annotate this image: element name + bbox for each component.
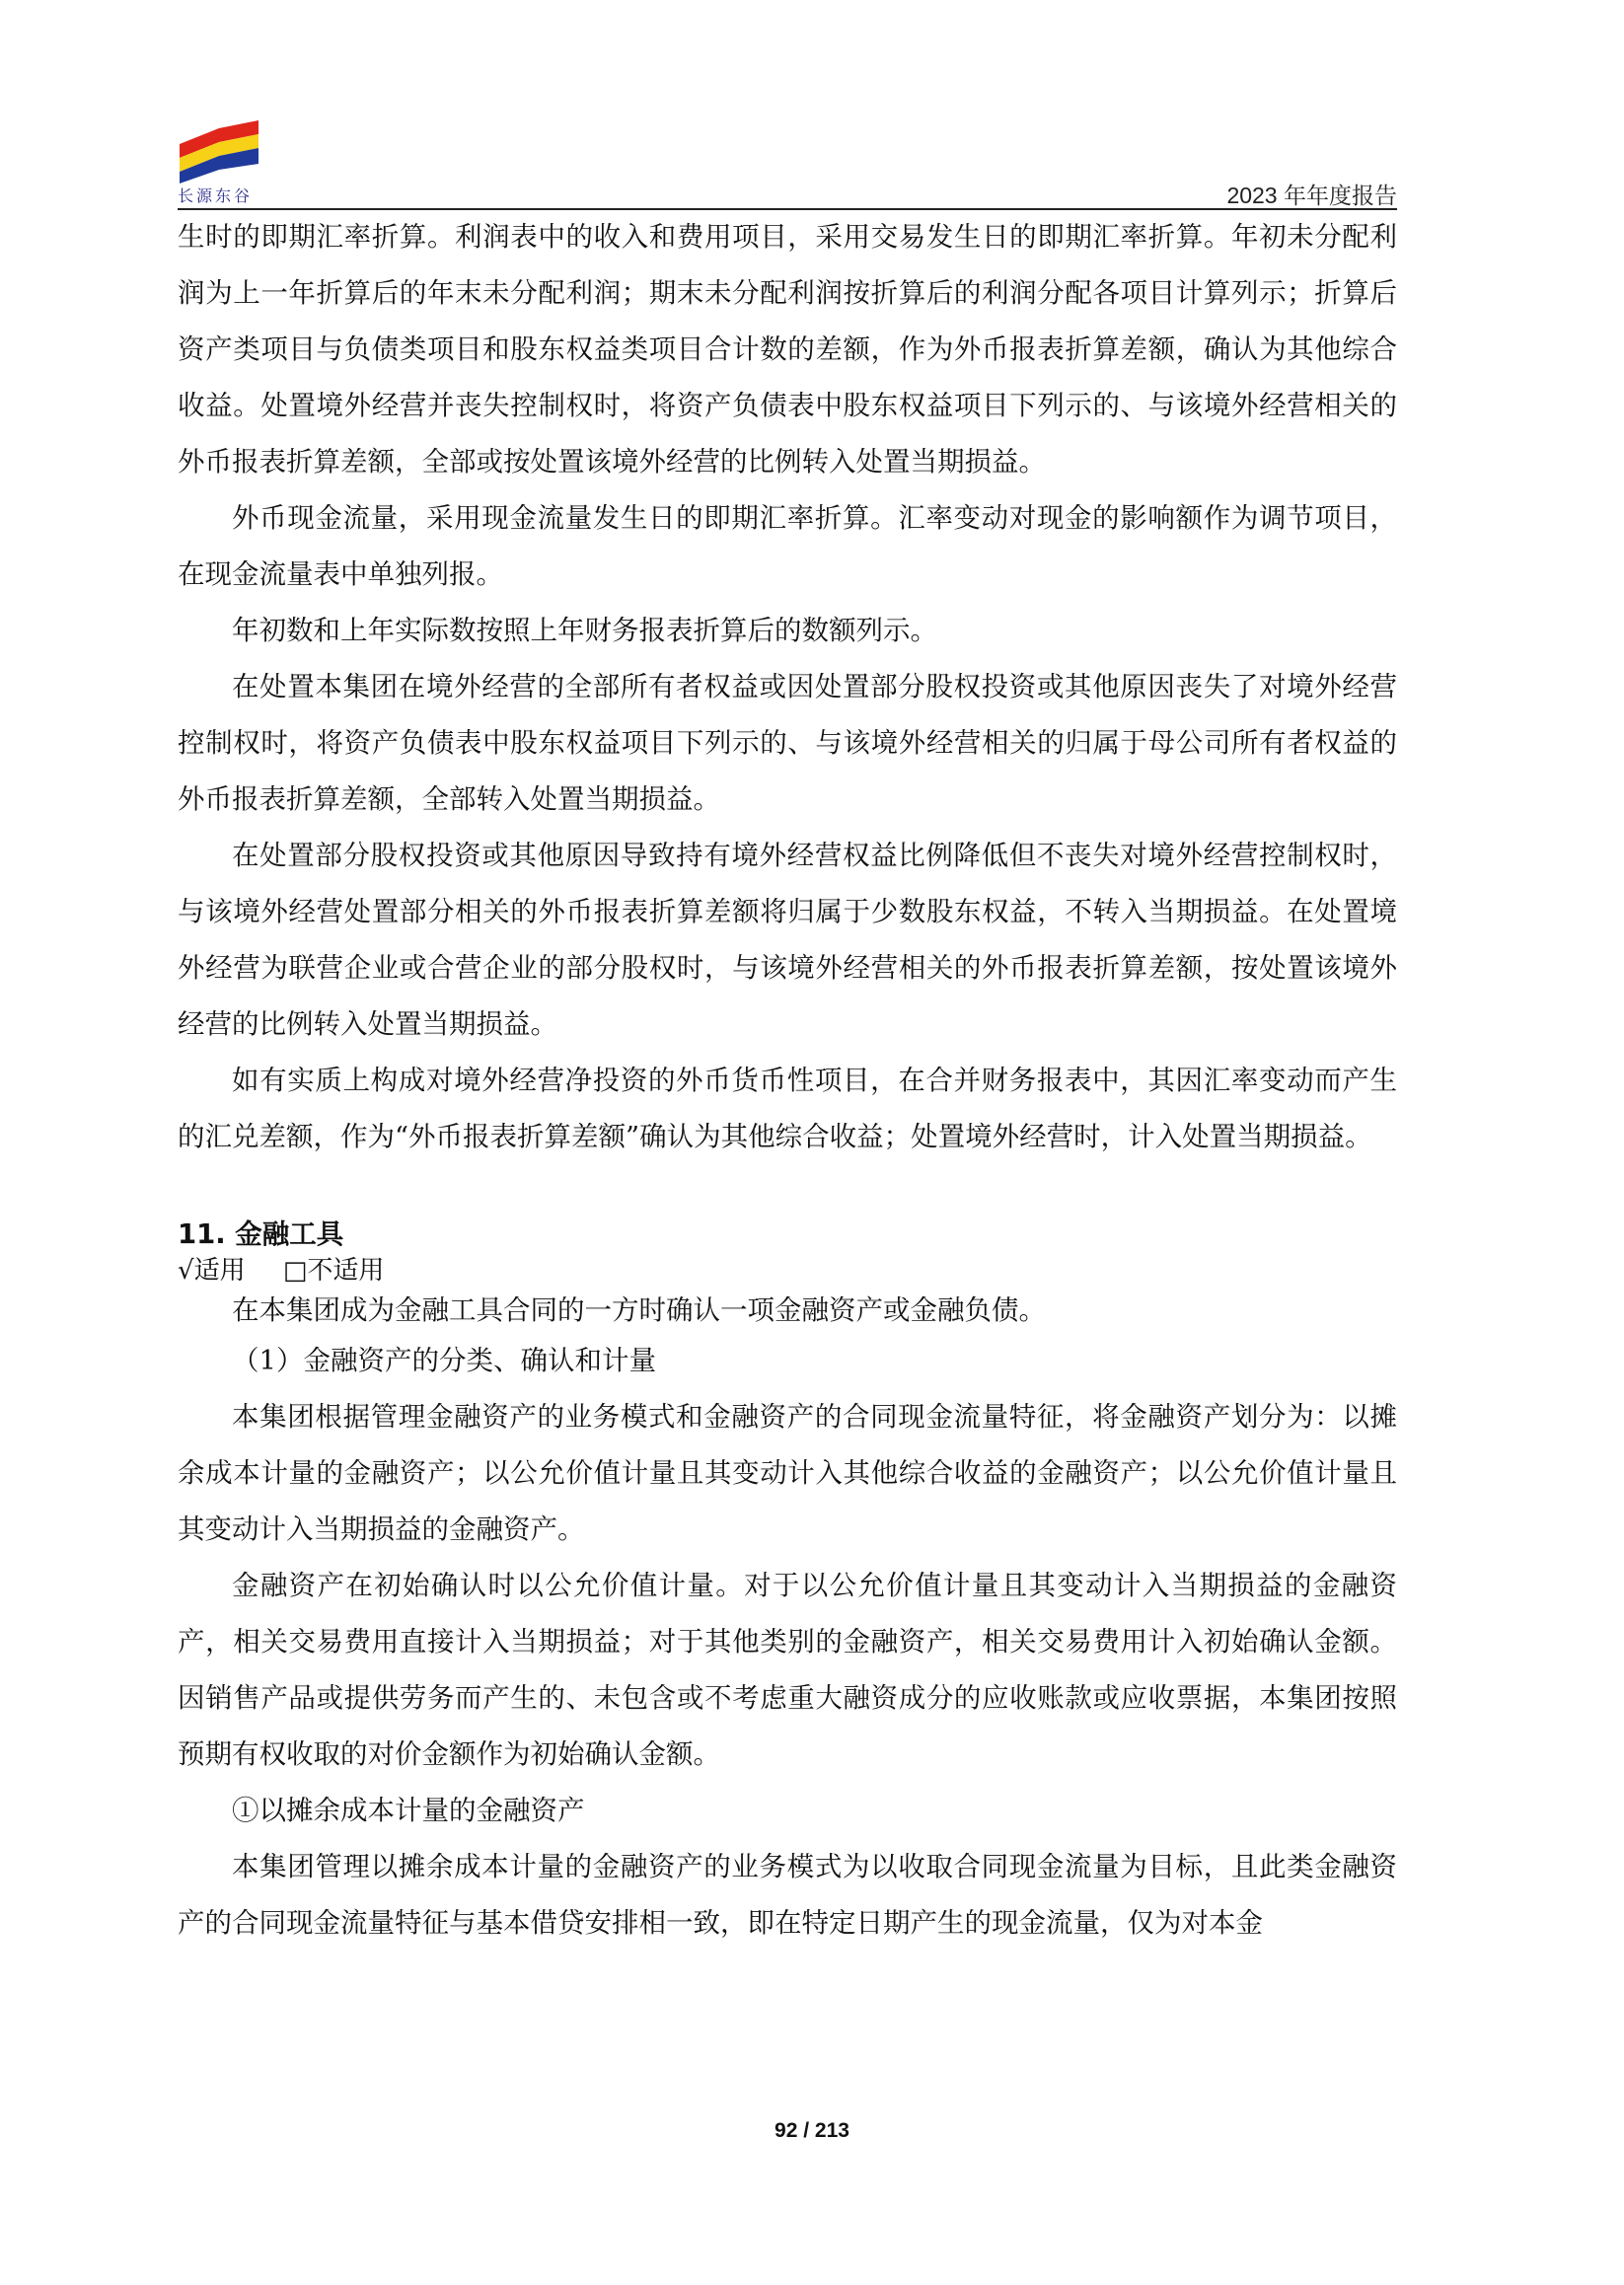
document-body [178, 209, 1397, 1952]
subsection-heading: ①以摊余成本计量的金融资产 [232, 1795, 585, 1826]
paragraph: 生时的即期汇率折算。利润表中的收入和费用项目，采用交易发生日的即期汇率折算。年初未分配利润为上一年折算后的年末未分配利润；期末未分配利润按折算后的利润分配各项目计算列示；折算后资产类项目与负债类项目和股东权益类项目合计数的差额，作为外币报表折算差额，确认为其他综合收益。处置境外经营并丧失控制权时，将资产负债表中股东权益项目下列示的、与该境外经营相关的外币报表折算差额，全部或按处置该境外经营的比例转入处置当期损益。 [178, 221, 1397, 478]
paragraph: 在本集团成为金融工具合同的一方时确认一项金融资产或金融负债。 [232, 1294, 1046, 1326]
paragraph: 如有实质上构成对境外经营净投资的外币货币性项目，在合并财务报表中，其因汇率变动而产生的汇兑差额，作为“外币报表折算差额”确认为其他综合收益；处置境外经营时，计入处置当期损益。 [178, 1065, 1397, 1152]
section-title: 11. 金融工具 [178, 1218, 344, 1250]
applicable-option: √适用 [178, 1256, 246, 1286]
paragraph: 在处置本集团在境外经营的全部所有者权益或因处置部分股权投资或其他原因丧失了对境外经营控制权时，将资产负债表中股东权益项目下列示的、与该境外经营相关的归属于母公司所有者权益的外币报表折算差额，全部转入处置当期损益。 [178, 671, 1397, 815]
not-applicable-option: □不适用 [282, 1256, 385, 1286]
logo-text: 长源东谷 [178, 186, 254, 205]
paragraph: 本集团管理以摊余成本计量的金融资产的业务模式为以收取合同现金流量为目标，且此类金融资产的合同现金流量特征与基本借贷安排相一致，即在特定日期产生的现金流量，仅为对本金 [178, 1851, 1397, 1939]
paragraph: 在处置部分股权投资或其他原因导致持有境外经营权益比例降低但不丧失对境外经营控制权时，与该境外经营处置部分相关的外币报表折算差额将归属于少数股东权益，不转入当期损益。在处置境外经营为联营企业或合营企业的部分股权时，与该境外经营相关的外币报表折算差额，按处置该境外经营的比例转入处置当期损益。 [178, 840, 1397, 1040]
paragraph: 外币现金流量，采用现金流量发生日的即期汇率折算。汇率变动对现金的影响额作为调节项目，在现金流量表中单独列报。 [178, 502, 1397, 590]
paragraph: 年初数和上年实际数按照上年财务报表折算后的数额列示。 [232, 615, 937, 646]
applicability-options [178, 1254, 1397, 1288]
paragraph: 金融资产在初始确认时以公允价值计量。对于以公允价值计量且其变动计入当期损益的金融资产，相关交易费用直接计入当期损益；对于其他类别的金融资产，相关交易费用计入初始确认金额。因销售产品或提供劳务而产生的、未包含或不考虑重大融资成分的应收账款或应收票据，本集团按照预期有权收取的对价金额作为初始确认金额。 [178, 1570, 1397, 1770]
page-number: 92 / 213 [775, 2119, 849, 2142]
paragraph: 本集团根据管理金融资产的业务模式和金融资产的合同现金流量特征，将金融资产划分为：以摊余成本计量的金融资产；以公允价值计量且其变动计入其他综合收益的金融资产；以公允价值计量且其变动计入当期损益的金融资产。 [178, 1401, 1397, 1545]
report-title: 2023 年年度报告 [1226, 183, 1397, 208]
subsection-heading: （1）金融资产的分类、确认和计量 [232, 1345, 656, 1376]
